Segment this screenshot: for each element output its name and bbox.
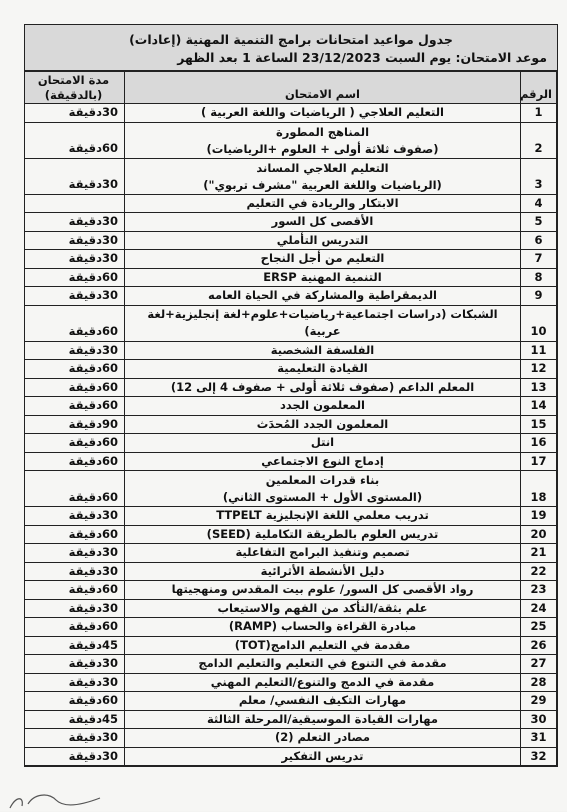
row-number: 1	[521, 104, 557, 123]
exam-name: مبادرة القراءة والحساب (RAMP)	[125, 618, 521, 637]
exam-duration: 60دقيقة	[25, 692, 125, 711]
exam-name: الابتكار والريادة في التعليم	[125, 194, 521, 213]
row-number: 11	[521, 341, 557, 360]
exam-duration: 30دقيقة	[25, 544, 125, 563]
table-row	[25, 636, 557, 655]
exam-schedule-document	[24, 24, 558, 767]
exam-name: المعلمون الجدد	[125, 397, 521, 416]
exam-duration: 30دقيقة	[25, 231, 125, 250]
row-number: 13	[521, 378, 557, 397]
table-row	[25, 747, 557, 766]
row-number: 15	[521, 415, 557, 434]
table-row	[25, 655, 557, 674]
column-header-number: الرقم	[521, 72, 557, 104]
exam-duration: 60دقيقة	[25, 452, 125, 471]
exam-name: تدريب معلمي اللغة الإنجليزية TTPELT	[125, 507, 521, 526]
exam-name: التدريس التأملي	[125, 231, 521, 250]
exam-name: تدريس العلوم بالطريقة التكاملية (SEED)	[125, 525, 521, 544]
row-number: 32	[521, 747, 557, 766]
exam-name: مصادر التعلم (2)	[125, 729, 521, 748]
table-row	[25, 250, 557, 269]
exam-duration: 60دقيقة	[25, 581, 125, 600]
table-row	[25, 268, 557, 287]
exam-duration: 30دقيقة	[25, 104, 125, 123]
row-number: 6	[521, 231, 557, 250]
exam-name: انتل	[125, 434, 521, 453]
table-row	[25, 581, 557, 600]
row-number: 16	[521, 434, 557, 453]
exam-name: التعليم من أجل النجاح	[125, 250, 521, 269]
table-row	[25, 710, 557, 729]
table-row	[25, 305, 557, 341]
exam-duration: 60دقيقة	[25, 525, 125, 544]
exam-duration: 30دقيقة	[25, 158, 125, 194]
exam-name: المعلمون الجدد المُحدَث	[125, 415, 521, 434]
row-number: 25	[521, 618, 557, 637]
row-number: 5	[521, 213, 557, 232]
row-number: 3	[521, 158, 557, 194]
table-row	[25, 562, 557, 581]
exam-name: مهارات القيادة الموسيقية/المرحلة الثالثة	[125, 710, 521, 729]
row-number: 30	[521, 710, 557, 729]
exam-name: بناء قدرات المعلمين (المستوى الأول + المستوى الثاني)	[125, 471, 521, 507]
document-title: جدول مواعيد امتحانات برامج التنمية المهنية (إعادات)	[129, 32, 453, 47]
table-row	[25, 360, 557, 379]
exam-name: مقدمة في الدمج والتنوع/التعليم المهني	[125, 673, 521, 692]
signature-mark	[4, 790, 114, 812]
column-header-exam-name: اسم الامتحان	[125, 72, 521, 104]
table-row	[25, 525, 557, 544]
table-row	[25, 618, 557, 637]
row-number: 19	[521, 507, 557, 526]
exam-name: دليل الأنشطة الأثرائية	[125, 562, 521, 581]
exam-duration: 60دقيقة	[25, 360, 125, 379]
exam-name: القيادة التعليمية	[125, 360, 521, 379]
exam-duration: 45دقيقة	[25, 636, 125, 655]
exam-name: علم بثقة/التأكد من الفهم والاستيعاب	[125, 599, 521, 618]
row-number: 4	[521, 194, 557, 213]
exam-name: مقدمة في التعليم الدامج(TOT)	[125, 636, 521, 655]
row-number: 10	[521, 305, 557, 341]
table-row	[25, 122, 557, 158]
exam-table	[24, 71, 557, 766]
exam-duration: 30دقيقة	[25, 673, 125, 692]
row-number: 22	[521, 562, 557, 581]
exam-name: المناهج المطورة (صفوف ثلاثة أولى + العلوم +الرياضيات)	[125, 122, 521, 158]
exam-duration: 90دقيقة	[25, 415, 125, 434]
row-number: 7	[521, 250, 557, 269]
table-row	[25, 378, 557, 397]
row-number: 23	[521, 581, 557, 600]
exam-duration: 60دقيقة	[25, 434, 125, 453]
table-row	[25, 692, 557, 711]
row-number: 27	[521, 655, 557, 674]
table-row	[25, 729, 557, 748]
row-number: 20	[521, 525, 557, 544]
exam-name: التعليم العلاجي المساند (الرياضيات واللغة العربية "مشرف تربوي")	[125, 158, 521, 194]
table-row	[25, 471, 557, 507]
exam-duration: 30دقيقة	[25, 655, 125, 674]
table-row	[25, 452, 557, 471]
exam-name: الشبكات (دراسات اجتماعية+رياضيات+علوم+لغة إنجليزية+لغة عربية)	[125, 305, 521, 341]
row-number: 28	[521, 673, 557, 692]
exam-duration: 30دقيقة	[25, 729, 125, 748]
table-row	[25, 287, 557, 306]
row-number: 8	[521, 268, 557, 287]
row-number: 14	[521, 397, 557, 416]
exam-name: تصميم وتنفيذ البرامج التفاعلية	[125, 544, 521, 563]
exam-name: التنمية المهنية ERSP	[125, 268, 521, 287]
table-row	[25, 194, 557, 213]
table-row	[25, 158, 557, 194]
exam-duration: 60دقيقة	[25, 471, 125, 507]
exam-duration: 30دقيقة	[25, 599, 125, 618]
exam-duration	[25, 194, 125, 213]
table-body	[25, 104, 557, 766]
exam-duration: 30دقيقة	[25, 507, 125, 526]
table-row	[25, 507, 557, 526]
exam-duration: 60دقيقة	[25, 397, 125, 416]
table-header-row	[25, 72, 557, 104]
row-number: 29	[521, 692, 557, 711]
table-row	[25, 673, 557, 692]
exam-name: المعلم الداعم (صفوف ثلاثة أولى + صفوف 4 إلى 12)	[125, 378, 521, 397]
table-row	[25, 434, 557, 453]
table-row	[25, 231, 557, 250]
exam-duration: 60دقيقة	[25, 618, 125, 637]
exam-name: مهارات التكيف النفسي/ معلم	[125, 692, 521, 711]
row-number: 24	[521, 599, 557, 618]
row-number: 9	[521, 287, 557, 306]
exam-duration: 45دقيقة	[25, 710, 125, 729]
column-header-duration: مدة الامتحان (بالدقيقة)	[25, 72, 125, 104]
exam-duration: 30دقيقة	[25, 747, 125, 766]
exam-name: إدماج النوع الاجتماعي	[125, 452, 521, 471]
exam-name: رواد الأقصى كل السور/ علوم بيت المقدس ومنهجيتها	[125, 581, 521, 600]
exam-duration: 30دقيقة	[25, 287, 125, 306]
exam-duration: 60دقيقة	[25, 122, 125, 158]
row-number: 26	[521, 636, 557, 655]
exam-name: الديمقراطية والمشاركة في الحياة العامه	[125, 287, 521, 306]
exam-duration: 60دقيقة	[25, 305, 125, 341]
title-block	[25, 25, 557, 71]
exam-name: الأقصى كل السور	[125, 213, 521, 232]
exam-name: مقدمة في التنوع في التعليم والتعليم الدامج	[125, 655, 521, 674]
row-number: 21	[521, 544, 557, 563]
row-number: 2	[521, 122, 557, 158]
table-row	[25, 341, 557, 360]
exam-name: التعليم العلاجي ( الرياضيات واللغة العربية )	[125, 104, 521, 123]
table-row	[25, 415, 557, 434]
exam-name: تدريس التفكير	[125, 747, 521, 766]
table-row	[25, 104, 557, 123]
table-row	[25, 599, 557, 618]
row-number: 17	[521, 452, 557, 471]
exam-duration: 30دقيقة	[25, 213, 125, 232]
exam-date-line: موعد الامتحان: يوم السبت 23/12/2023 الساعة 1 بعد الظهر	[177, 50, 547, 65]
exam-duration: 60دقيقة	[25, 268, 125, 287]
table-row	[25, 213, 557, 232]
exam-duration: 30دقيقة	[25, 250, 125, 269]
exam-duration: 60دقيقة	[25, 378, 125, 397]
table-row	[25, 544, 557, 563]
row-number: 12	[521, 360, 557, 379]
exam-name: الفلسفة الشخصية	[125, 341, 521, 360]
exam-duration: 30دقيقة	[25, 341, 125, 360]
exam-duration: 30دقيقة	[25, 562, 125, 581]
row-number: 18	[521, 471, 557, 507]
table-row	[25, 397, 557, 416]
row-number: 31	[521, 729, 557, 748]
